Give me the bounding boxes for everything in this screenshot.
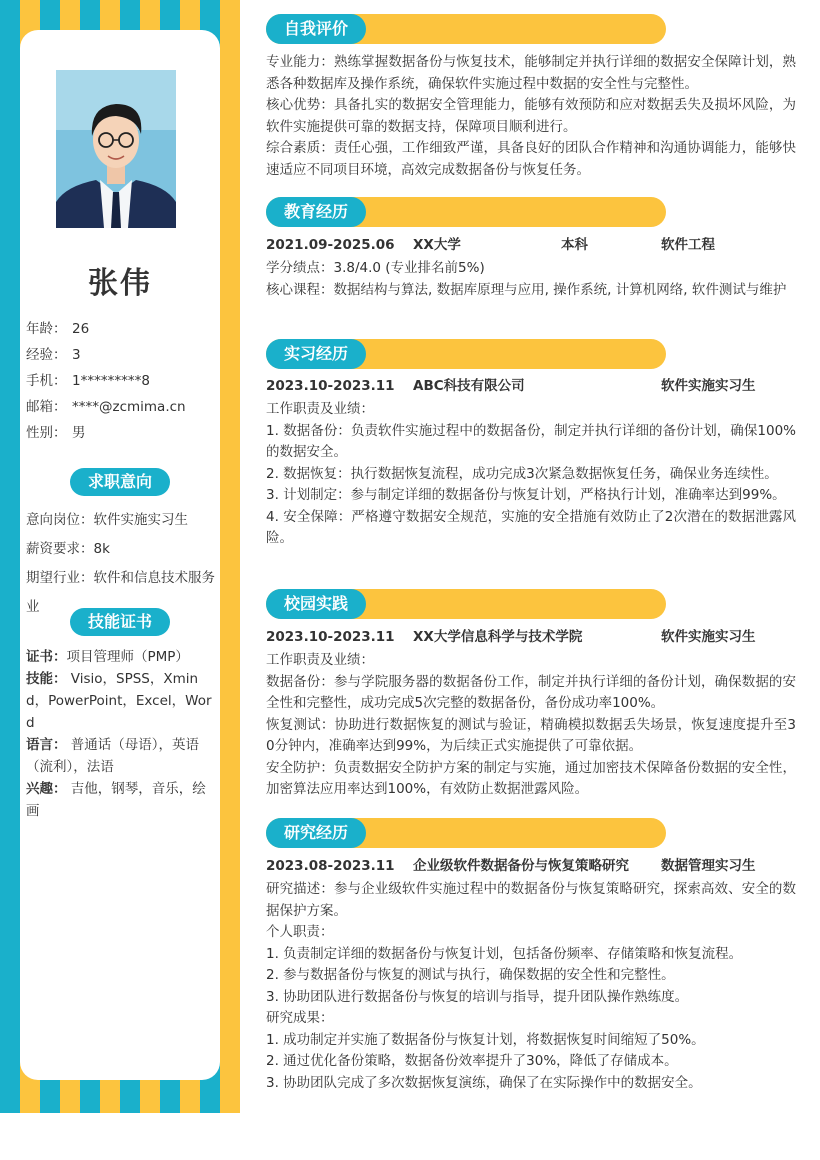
entry-org: ABC科技有限公司 [413, 378, 525, 394]
entry-degree: 本科 [561, 237, 588, 253]
section-title: 教育经历 [266, 197, 366, 227]
intent-title: 求职意向 [70, 468, 170, 496]
section-header-campus [266, 589, 666, 619]
section-title: 实习经历 [266, 339, 366, 369]
text-line: 核心优势：具备扎实的数据安全管理能力，能够有效预防和应对数据丢失及损坏风险，为软件实施提供可靠的数据支持，保障项目顺利进行。 [266, 97, 796, 135]
text-line: 研究成果： [266, 1010, 334, 1026]
section-title: 研究经历 [266, 818, 366, 848]
section-title: 校园实践 [266, 589, 366, 619]
research-body [266, 856, 796, 1094]
entry-role: 软件工程 [661, 237, 715, 253]
text-line: 安全防护：负责数据安全防护方案的制定与实施，通过加密技术保障备份数据的安全性，加密算法应用率达到100%，有效防止数据泄露风险。 [266, 759, 796, 797]
entry-org: 企业级软件数据备份与恢复策略研究 [413, 858, 629, 874]
text-line: 4. 安全保障：严格遵守数据安全规范，实施的安全措施有效防止了2次潜在的数据泄露风险。 [266, 508, 796, 546]
entry-header [266, 235, 796, 256]
intent-industry: 期望行业：软件和信息技术服务业 [26, 570, 215, 615]
entry-role: 软件实施实习生 [661, 629, 756, 645]
section-header-education [266, 197, 666, 227]
text-line: 1. 负责制定详细的数据备份与恢复计划，包括备份频率、存储策略和恢复流程。 [266, 945, 743, 962]
skill-interests: 兴趣： 吉他，钢琴，音乐，绘画 [26, 781, 206, 819]
sidebar [0, 0, 240, 1113]
text-line: 1. 成功制定并实施了数据备份与恢复计划，将数据恢复时间缩短了50%。 [266, 1031, 705, 1048]
skill-language: 语言： 普通话（母语），英语（流利），法语 [26, 737, 200, 775]
skill-tools: 技能： Visio，SPSS，Xmind，PowerPoint，Excel，Word [26, 671, 212, 731]
entry-date: 2023.08-2023.11 [266, 858, 395, 874]
text-line: 学分绩点：3.8/4.0 (专业排名前5%) [266, 260, 485, 276]
text-line: 个人职责： [266, 924, 334, 940]
profile-photo [56, 70, 176, 228]
education-body [266, 235, 796, 301]
entry-header [266, 376, 796, 397]
campus-body [266, 627, 796, 801]
entry-date: 2023.10-2023.11 [266, 629, 395, 645]
entry-org: XX大学信息科学与技术学院 [413, 629, 583, 645]
text-line: 专业能力：熟练掌握数据备份与恢复技术，能够制定并执行详细的数据安全保障计划，熟悉各种数据库及操作系统，确保软件实施过程中数据的安全性与完整性。 [266, 54, 796, 92]
text-line: 2. 通过优化备份策略，数据备份效率提升了30%，降低了存储成本。 [266, 1053, 678, 1069]
entry-header [266, 627, 796, 648]
entry-role: 软件实施实习生 [661, 378, 756, 394]
profile-card [20, 30, 220, 1080]
text-line: 3. 协助团队进行数据备份与恢复的培训与指导，提升团队操作熟练度。 [266, 988, 689, 1005]
skills-title: 技能证书 [70, 608, 170, 636]
text-line: 工作职责及业绩： [266, 401, 374, 417]
job-intent [26, 506, 216, 622]
text-line: 3. 计划制定：参与制定详细的数据备份与恢复计划，严格执行计划，准确率达到99%。 [266, 487, 786, 503]
info-experience: 经验： 3 [26, 347, 81, 363]
section-header-self-eval [266, 14, 666, 44]
intent-salary: 薪资要求：8k [26, 541, 110, 557]
text-line: 数据备份：参与学院服务器的数据备份工作，制定并执行详细的备份计划，确保数据的安全性和完整性，成功完成5次完整的数据备份，备份成功率100%。 [266, 673, 796, 711]
text-line: 综合素质：责任心强，工作细致严谨，具备良好的团队合作精神和沟通协调能力，能够快速适应不同项目环境，高效完成数据备份与恢复任务。 [266, 140, 796, 178]
profile-name: 张伟 [88, 266, 152, 301]
text-line: 1. 数据备份：负责软件实施过程中的数据备份，制定并执行详细的备份计划，确保100%的数据安全。 [266, 422, 796, 460]
entry-date: 2023.10-2023.11 [266, 378, 395, 394]
section-header-internship [266, 339, 666, 369]
entry-header [266, 856, 796, 877]
skills-list [26, 646, 216, 822]
text-line: 2. 参与数据备份与恢复的测试与执行，确保数据的安全性和完整性。 [266, 967, 675, 983]
text-line: 研究描述：参与企业级软件实施过程中的数据备份与恢复策略研究，探索高效、安全的数据保护方案。 [266, 881, 796, 919]
entry-date: 2021.09-2025.06 [266, 237, 395, 253]
section-title: 自我评价 [266, 14, 366, 44]
text-line: 恢复测试：协助进行数据恢复的测试与验证，精确模拟数据丢失场景，恢复速度提升至30分钟内，准确率达到99%，为后续正式实施提供了可靠依据。 [266, 716, 796, 754]
info-email: 邮箱： ****@zcmima.cn [26, 399, 186, 415]
section-header-research [266, 818, 666, 848]
skill-cert: 证书：项目管理师（PMP） [26, 649, 189, 665]
basic-info [26, 316, 216, 446]
text-line: 工作职责及业绩： [266, 652, 374, 668]
text-line: 核心课程：数据结构与算法, 数据库原理与应用, 操作系统, 计算机网络, 软件测试与维护 [266, 281, 787, 298]
info-phone: 手机： 1*********8 [26, 373, 150, 389]
intent-position: 意向岗位：软件实施实习生 [26, 512, 188, 528]
text-line: 2. 数据恢复：执行数据恢复流程，成功完成3次紧急数据恢复任务，确保业务连续性。 [266, 465, 778, 482]
text-line: 3. 协助团队完成了多次数据恢复演练，确保了在实际操作中的数据安全。 [266, 1074, 702, 1091]
entry-role: 数据管理实习生 [661, 858, 756, 874]
self-eval-body [266, 52, 796, 181]
info-gender: 性别： 男 [26, 425, 86, 441]
info-age: 年龄： 26 [26, 321, 90, 337]
entry-org: XX大学 [413, 237, 461, 253]
internship-body [266, 376, 796, 550]
